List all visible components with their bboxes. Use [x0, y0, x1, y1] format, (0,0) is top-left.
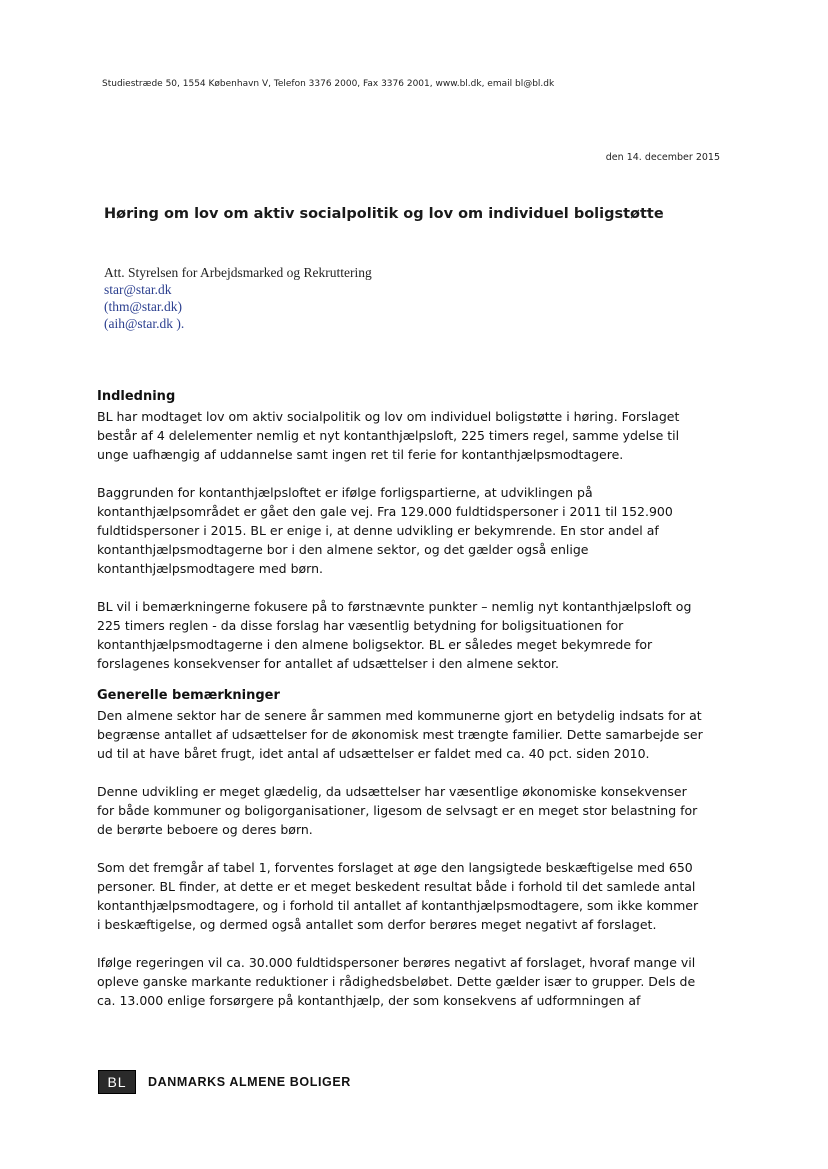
paragraph: BL vil i bemærkningerne fokusere på to førstnævnte punkter – nemlig nyt kontanthjælpsloft og 225 timers reglen - da disse forslag har væsentlig betydning for boligsituationen for kontanthjælpsmodtagerne i den almene boligsektor. BL er således meget bekymrede for forslagenes konsekvenser for antallet af udsættelser i den almene sektor.	[97, 599, 692, 671]
letter-title: Høring om lov om aktiv socialpolitik og lov om individuel boligstøtte	[104, 206, 664, 222]
paragraph: Baggrunden for kontanthjælpsloftet er ifølge forligspartierne, at udviklingen på kontanthjælpsområdet er gået den gale vej. Fra 129.000 fuldtidspersoner i 2011 til 152.900 fuldtidspersoner i 2015. BL er enige i, at denne udvikling er bekymrende. En stor andel af kontanthjælpsmodtagerne bor i den almene sektor, og det gælder også enlige kontanthjælpsmodtagere med børn.	[97, 485, 673, 576]
section-heading-generelle-bemaerkninger: Generelle bemærkninger	[97, 688, 280, 703]
letter-date: den 14. december 2015	[605, 152, 720, 163]
recipient-email-star[interactable]: star@star.dk	[104, 282, 172, 297]
letter-body	[97, 387, 737, 1029]
organization-name: DANMARKS ALMENE BOLIGER	[148, 1075, 351, 1089]
paragraph: Den almene sektor har de senere år sammen med kommunerne gjort en betydelig indsats for at begrænse antallet af udsættelser for de økonomisk mest trængte familier. Dette samarbejde ser ud til at have båret frugt, idet antal af udsættelser er faldet med ca. 40 pct. siden 2010.	[97, 708, 703, 761]
letterhead-address: Studiestræde 50, 1554 København V, Telefon 3376 2000, Fax 3376 2001, www.bl.dk, email bl@bl.dk	[102, 79, 555, 89]
paragraph: Ifølge regeringen vil ca. 30.000 fuldtidspersoner berøres negativt af forslaget, hvoraf mange vil opleve ganske markante reduktioner i rådighedsbeløbet. Dette gælder især to grupper. Dels de ca. 13.000 enlige forsørgere på kontanthjælp, der som konsekvens af udformningen af	[97, 955, 696, 1008]
recipient-att: Att. Styrelsen for Arbejdsmarked og Rekruttering	[104, 265, 372, 280]
section-heading-indledning: Indledning	[97, 389, 176, 404]
recipient-email-thm[interactable]: (thm@star.dk)	[104, 299, 183, 314]
paragraph: Denne udvikling er meget glædelig, da udsættelser har væsentlige økonomiske konsekvenser for både kommuner og boligorganisationer, ligesom de selvsagt er en meget stor belastning for de berørte beboere og deres børn.	[97, 784, 698, 837]
bl-logo-icon: BL	[98, 1070, 136, 1094]
recipient-block	[104, 264, 372, 332]
paragraph: Som det fremgår af tabel 1, forventes forslaget at øge den langsigtede beskæftigelse med 650 personer. BL finder, at dette er et meget beskedent resultat både i forhold til det samlede antal kontanthjælpsmodtagere, og i forhold til antallet af kontanthjælpsmodtagere, som ikke kommer i beskæftigelse, og dermed også antallet som derfor berøres meget negativt af forslaget.	[97, 860, 699, 932]
footer-logo	[98, 1070, 351, 1094]
recipient-email-aih[interactable]: (aih@star.dk ).	[104, 316, 185, 331]
paragraph: BL har modtaget lov om aktiv socialpolitik og lov om individuel boligstøtte i høring. Forslaget består af 4 delelementer nemlig et nyt kontanthjælpsloft, 225 timers regel, samme ydelse til unge uafhængig af uddannelse samt ingen ret til ferie for kontanthjælpsmodtagere.	[97, 409, 680, 462]
